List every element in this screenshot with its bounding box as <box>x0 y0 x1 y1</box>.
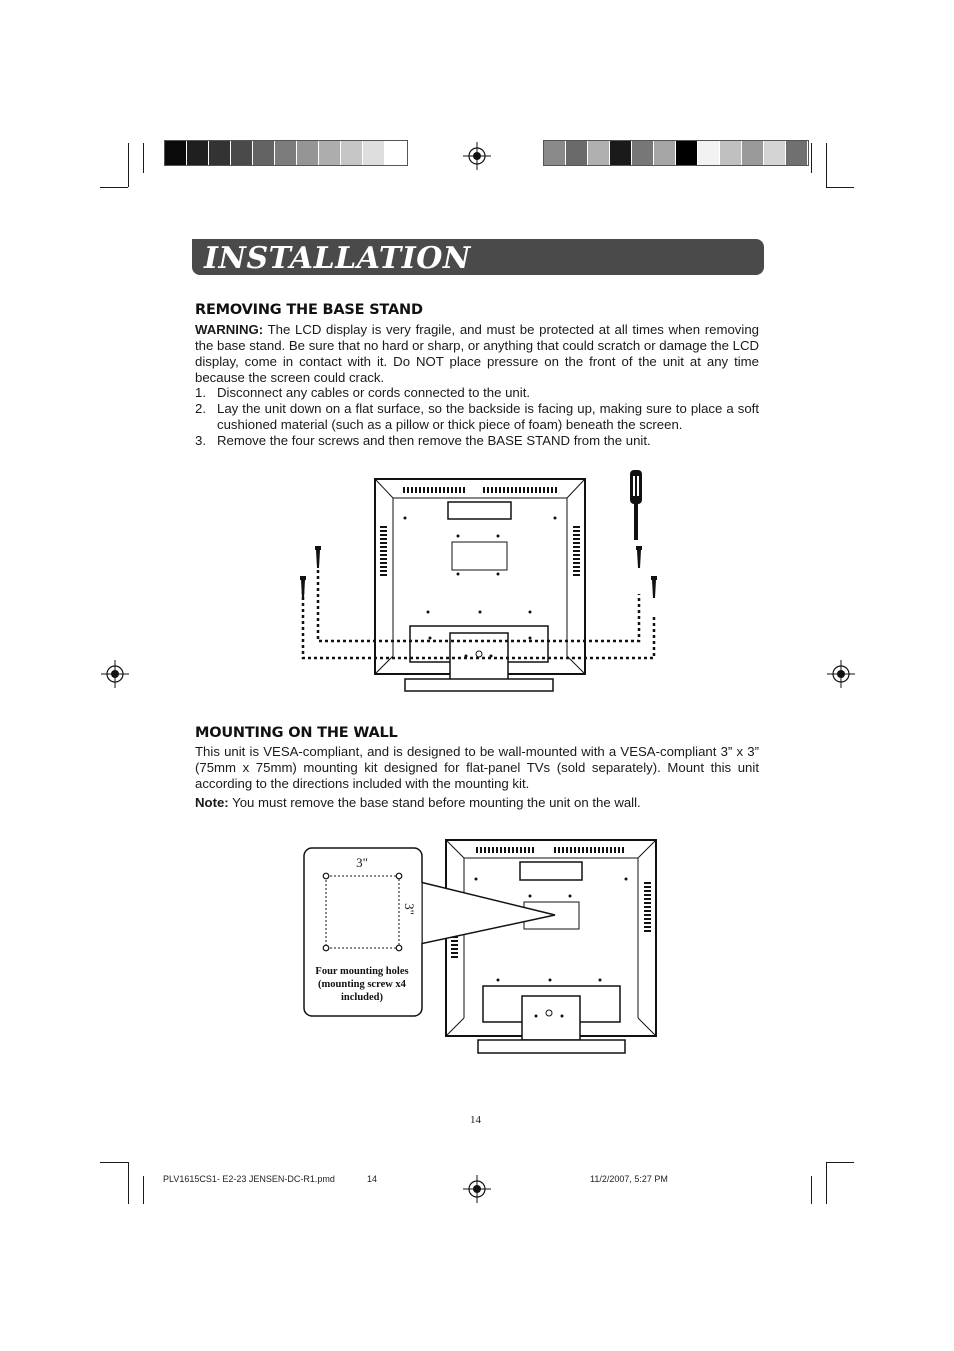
color-bar-right <box>543 140 809 166</box>
color-swatch <box>654 141 676 165</box>
registration-mark-top-icon <box>462 141 492 171</box>
color-swatch <box>187 141 209 165</box>
list-item <box>195 433 759 449</box>
note-label: Note: <box>195 795 229 810</box>
list-item <box>195 401 759 433</box>
step-text: Lay the unit down on a flat surface, so the backside is facing up, making sure to place a soft cushioned material (such as a pillow or thick piece of foam) beneath the screen. <box>217 401 759 432</box>
base-stand-removal-diagram <box>290 466 670 696</box>
color-swatch <box>742 141 764 165</box>
removing-heading: REMOVING THE BASE STAND <box>195 302 423 318</box>
title-bar <box>192 239 764 275</box>
color-swatch <box>720 141 742 165</box>
step-text: Disconnect any cables or cords connected to the unit. <box>217 385 531 400</box>
color-swatch <box>363 141 385 165</box>
note-paragraph <box>195 795 759 811</box>
color-swatch <box>676 141 698 165</box>
color-swatch <box>341 141 363 165</box>
color-swatch <box>319 141 341 165</box>
color-swatch <box>588 141 610 165</box>
color-swatch <box>209 141 231 165</box>
color-swatch <box>610 141 632 165</box>
wall-mounting-diagram <box>300 836 662 1058</box>
footer-page: 14 <box>367 1174 378 1184</box>
footer-file: PLV1615CS1- E2-23 JENSEN-DC-R1.pmd <box>163 1174 335 1184</box>
note-text: You must remove the base stand before mounting the unit on the wall. <box>228 795 641 810</box>
step-number: 3. <box>195 433 206 448</box>
color-swatch <box>566 141 588 165</box>
page-title: INSTALLATION <box>204 241 471 276</box>
warning-label: WARNING: <box>195 322 264 337</box>
mounting-heading: MOUNTING ON THE WALL <box>195 725 398 741</box>
color-swatch <box>698 141 720 165</box>
color-swatch <box>231 141 253 165</box>
registration-mark-bottom-icon <box>462 1174 492 1204</box>
dimension-width-label: 3" <box>356 855 368 870</box>
dimension-height-label: 3" <box>402 903 417 915</box>
step-number: 1. <box>195 385 206 400</box>
registration-mark-left-icon <box>100 659 130 689</box>
color-swatch <box>297 141 319 165</box>
list-item <box>195 385 759 401</box>
callout-line-3: included) <box>340 992 384 1003</box>
color-swatch <box>275 141 297 165</box>
callout-line-1: Four mounting holes <box>315 966 409 977</box>
step-number: 2. <box>195 401 206 416</box>
warning-text: The LCD display is very fragile, and must be protected at all times when removing the base stand. Be sure that no hard or sharp, or anything that could scratch or damage the LCD display, come in contact with it. Do NOT place pressure on the front of the unit at any time because the screen could crack. <box>195 322 759 385</box>
color-bar-left <box>164 140 408 166</box>
page-number: 14 <box>470 1114 481 1126</box>
callout-line-2: (mounting screw x4 <box>318 979 406 990</box>
color-swatch <box>544 141 566 165</box>
mounting-paragraph: This unit is VESA-compliant, and is designed to be wall-mounted with a VESA-compliant 3” x 3” (75mm x 75mm) mounting kit designed for flat-panel TVs (sold separately). Mount this unit according to the directions included with the mounting kit. <box>195 744 759 791</box>
color-swatch <box>253 141 275 165</box>
color-swatch <box>385 141 407 165</box>
color-swatch <box>786 141 808 165</box>
registration-mark-right-icon <box>826 659 856 689</box>
footer-date: 11/2/2007, 5:27 PM <box>590 1174 668 1184</box>
color-swatch <box>632 141 654 165</box>
color-swatch <box>165 141 187 165</box>
warning-paragraph <box>195 322 759 386</box>
color-swatch <box>764 141 786 165</box>
step-text: Remove the four screws and then remove the BASE STAND from the unit. <box>217 433 651 448</box>
